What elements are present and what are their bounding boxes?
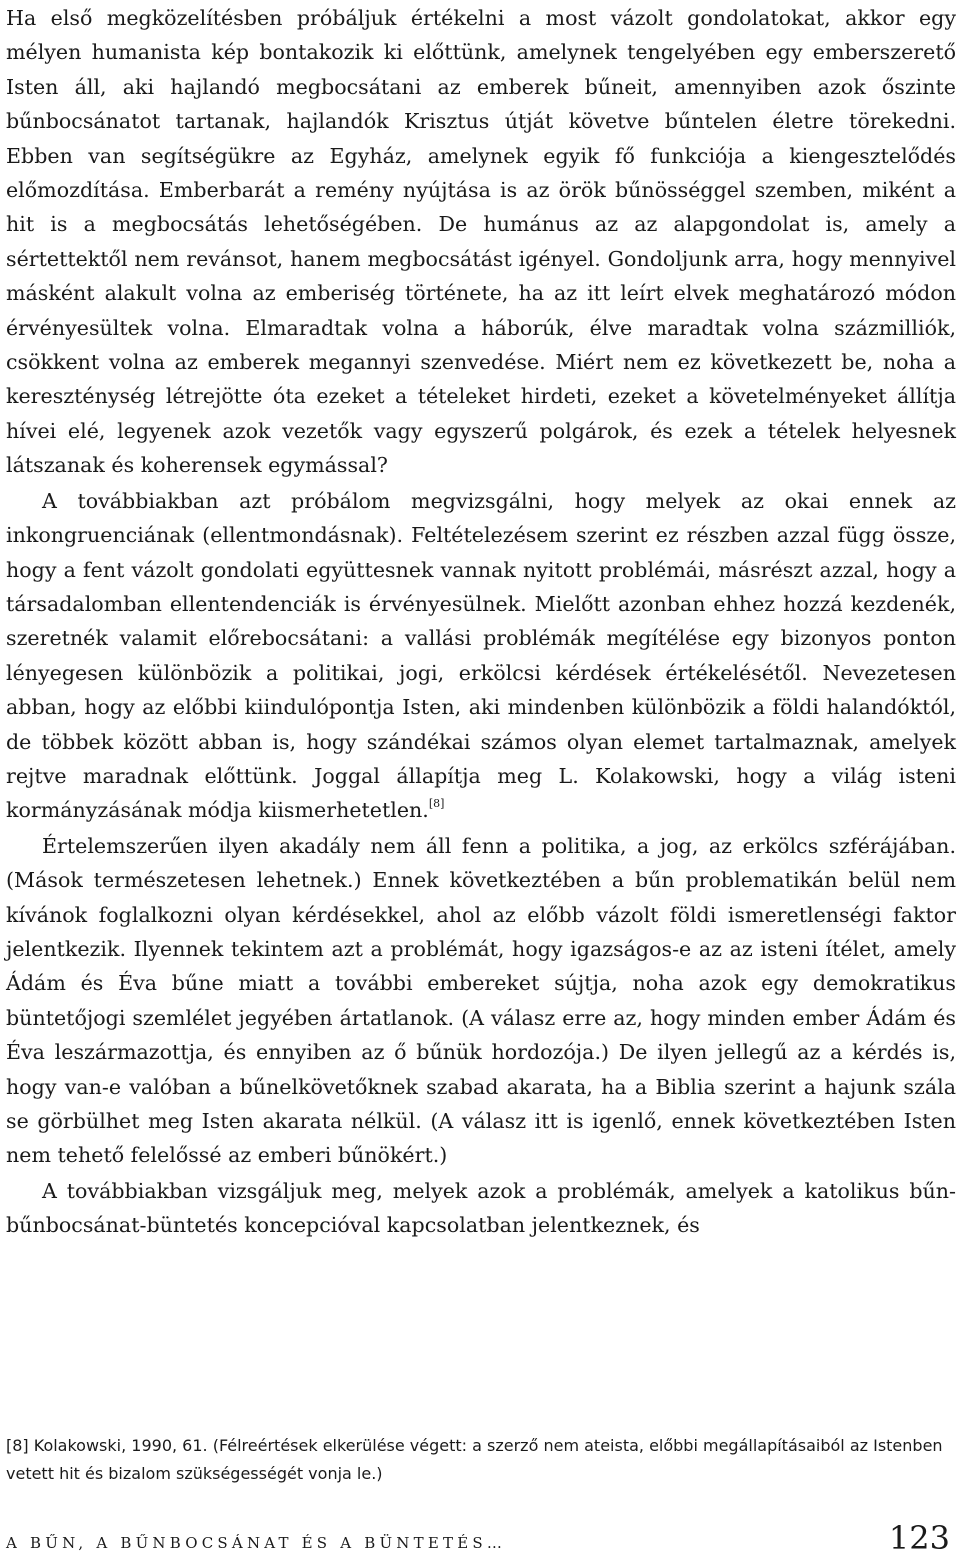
paragraph-2-text: A továbbiakban azt próbálom megvizsgálni, hogy melyek az okai ennek az inkongruenciának (ellentmondásnak). Feltételezésem szerint ez részben azzal függ össze, hogy a fent vázolt gondolati együttesnek vannak nyitott problémái, másrészt azzal, hogy a társadalomban ellentendenciák is érvényesülnek. Mielőtt azonban ehhez hozzá kezdenék, szeretnék valamit előrebocsátani: a vallási problémák megítélése egy bizonyos ponton lényegesen különbözik a politikai, jogi, erkölcsi kérdések értékelésétől. Nevezetesen abban, hogy az előbbi kiindulópontja Isten, aki mindenben különbözik a földi halandóktól, de többek között abban is, hogy szándékai számos olyan elemet tartalmaznak, amelyek rejtve maradnak előttünk. Joggal állapítja meg L. Kolakowski, hogy a világ isteni kormányzásának módja kiismerhetetlen. xyxy=(6,488,956,823)
page-number: 123 xyxy=(888,1519,950,1557)
page-footer xyxy=(6,1510,956,1556)
paragraph-1: Ha első megközelítésben próbáljuk értékelni a most vázolt gondolatokat, akkor egy mélyen humanista kép bontakozik ki előttünk, amelynek tengelyében egy emberszerető Isten áll, aki hajlandó megbocsátani az emberek bűneit, amennyiben azok őszinte bűnbocsánatot tartanak, hajlandók Krisztus útját követve bűntelen életre törekedni. Ebben van segítségükre az Egyház, amelynek egyik fő funkciója a kiengesztelődés előmozdítása. Emberbarát a remény nyújtása is az örök bűnösséggel szemben, miként a hit is a megbocsátás lehetőségében. De humánus az az alapgondolat is, amely a sértettektől nem revánsot, hanem megbocsátást igényel. Gondoljunk arra, hogy mennyivel másként alakult volna az emberiség története, ha az itt leírt elvek meghatározó módon érvényesültek volna. Elmaradtak volna a háborúk, élve maradtak volna százmilliók, csökkent volna az emberek megannyi szenvedése. Miért nem ez következett be, noha a kereszténység létrejötte óta ezeket a tételeket hirdeti, ezeket a követelményeket állítja hívei elé, legyenek azok vezetők vagy egyszerű polgárok, és ezek a tételek helyesnek látszanak és koherensek egymással? xyxy=(6,6,956,478)
running-title: A BŰN, A BŰNBOCSÁNAT ÉS A BÜNTETÉS… xyxy=(6,1534,507,1552)
paragraph-2 xyxy=(6,483,956,828)
paragraph-3: Értelemszerűen ilyen akadály nem áll fenn a politika, a jog, az erkölcs szférájában. (Mások természetesen lehetnek.) Ennek következtében a bűn problematikán belül nem kívánok foglalkozni olyan kérdésekkel, ahol az előbb vázolt földi ismeretlenségi faktor jelentkezik. Ilyennek tekintem azt a problémát, hogy igazságos-e az az isteni ítélet, amely Ádám és Éva bűne miatt a további embereket sújtja, noha azok egy demokratikus büntetőjogi szemlélet jegyében ártatlanok. (A válasz erre az, hogy minden ember Ádám és Éva leszármazottja, és ennyiben az ő bűnük hordozója.) De ilyen jellegű az a kérdés is, hogy van-e valóban a bűnelkövetőknek szabad akarata, ha a Biblia szerint a hajunk szála se görbülhet meg Isten akarata nélkül. (A válasz itt is igenlő, ennek következtében Isten nem tehető felelőssé az emberi bűnökért.) xyxy=(6,833,956,1168)
footnote: [8] Kolakowski, 1990, 61. (Félreértések elkerülése végett: a szerző nem ateista, előbbi megállapításaiból az Istenben vetett hit és bizalom szükségességét vonja le.) xyxy=(6,1436,943,1483)
body-text xyxy=(6,0,956,1243)
paragraph-4: A továbbiakban vizsgáljuk meg, melyek azok a problémák, amelyek a katolikus bűn-bűnbocsánat-büntetés koncepcióval kapcsolatban jelentkeznek, és xyxy=(6,1178,956,1238)
footnote-reference[interactable]: [8] xyxy=(428,797,445,811)
document-page xyxy=(6,0,956,1559)
